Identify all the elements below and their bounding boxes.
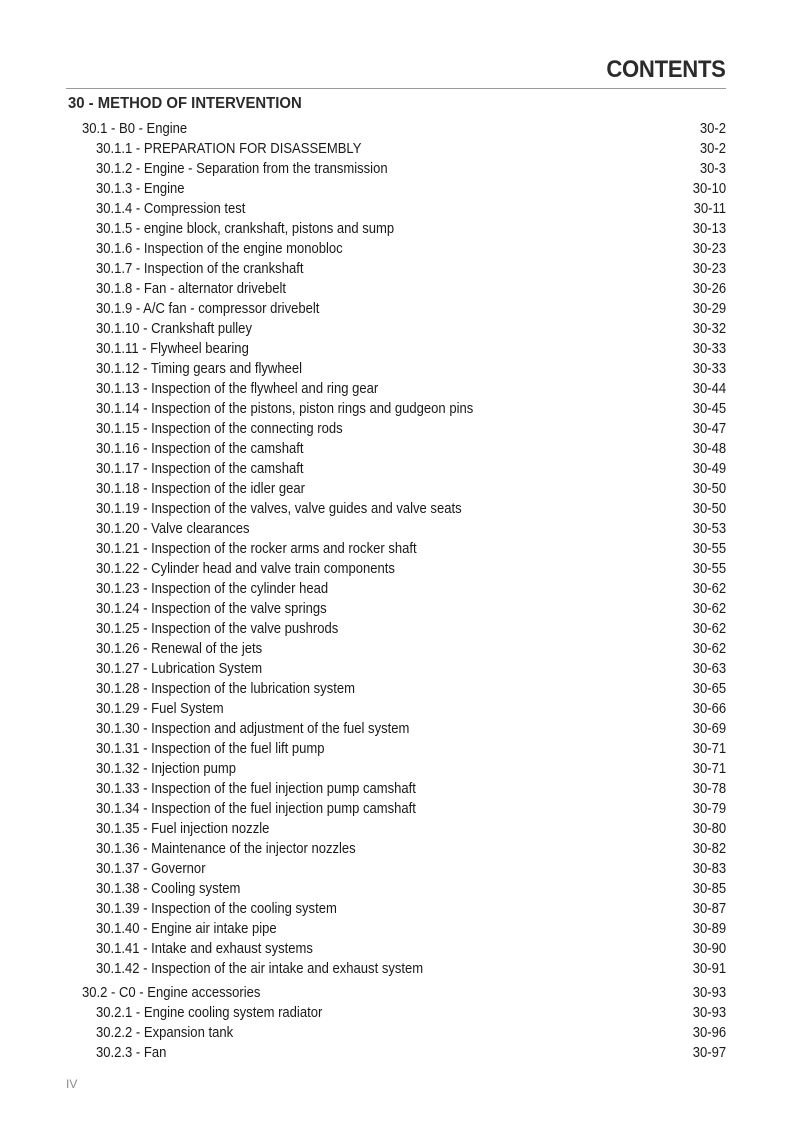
toc-entry[interactable] — [0, 719, 794, 739]
toc-entry[interactable] — [0, 699, 794, 719]
toc-entry-title: 30.1.24 - Inspection of the valve springs — [96, 601, 327, 617]
toc-entry-title: 30.1.5 - engine block, crankshaft, pistons and sump — [96, 221, 395, 237]
toc-entry-title: 30.1 - B0 - Engine — [82, 121, 188, 137]
toc-entry-page: 30-23 — [692, 261, 726, 277]
toc-entry[interactable] — [0, 759, 794, 779]
toc-entry-title: 30.1.17 - Inspection of the camshaft — [96, 461, 304, 477]
toc-entry-page: 30-71 — [692, 761, 726, 777]
toc-entry[interactable] — [0, 199, 794, 219]
toc-entry[interactable] — [0, 259, 794, 279]
toc-entry-page: 30-90 — [692, 941, 726, 957]
toc-entry-page: 30-23 — [692, 241, 726, 257]
toc-entry-title: 30.1.35 - Fuel injection nozzle — [96, 821, 270, 837]
toc-entry-title: 30.1.28 - Inspection of the lubrication system — [96, 681, 355, 697]
toc-entry[interactable] — [0, 919, 794, 939]
toc-entry[interactable] — [0, 439, 794, 459]
toc-entry[interactable] — [0, 839, 794, 859]
toc-entry[interactable] — [0, 1043, 794, 1063]
toc-entry-page: 30-93 — [692, 985, 726, 1001]
toc-entry-page: 30-44 — [692, 381, 726, 397]
toc-entry[interactable] — [0, 379, 794, 399]
toc-entry[interactable] — [0, 539, 794, 559]
toc-entry[interactable] — [0, 579, 794, 599]
toc-entry[interactable] — [0, 1003, 794, 1023]
toc-entry-title: 30.2.1 - Engine cooling system radiator — [96, 1005, 323, 1021]
toc-entry-page: 30-50 — [692, 481, 726, 497]
toc-entry[interactable] — [0, 859, 794, 879]
toc-entry-page: 30-26 — [692, 281, 726, 297]
toc-entry-page: 30-55 — [692, 561, 726, 577]
toc-entry-title: 30.1.40 - Engine air intake pipe — [96, 921, 277, 937]
toc-entry[interactable] — [0, 959, 794, 979]
toc-chapter-entry[interactable] — [0, 119, 794, 139]
toc-entry-page: 30-62 — [692, 641, 726, 657]
toc-entry-title: 30.1.33 - Inspection of the fuel injection pump camshaft — [96, 781, 416, 797]
toc-entry-title: 30.1.25 - Inspection of the valve pushrods — [96, 621, 339, 637]
toc-entry[interactable] — [0, 499, 794, 519]
toc-entry[interactable] — [0, 319, 794, 339]
toc-entry-page: 30-3 — [699, 161, 726, 177]
toc-entry-title: 30.1.13 - Inspection of the flywheel and ring gear — [96, 381, 379, 397]
toc-entry-page: 30-93 — [692, 1005, 726, 1021]
toc-entry-page: 30-62 — [692, 601, 726, 617]
toc-entry-title: 30.2.2 - Expansion tank — [96, 1025, 234, 1041]
toc-entry-page: 30-55 — [692, 541, 726, 557]
toc-entry-page: 30-65 — [692, 681, 726, 697]
toc-entry-title: 30.1.4 - Compression test — [96, 201, 246, 217]
toc-entry-page: 30-97 — [692, 1045, 726, 1061]
page-header — [66, 56, 726, 89]
toc-entry[interactable] — [0, 239, 794, 259]
toc-entry-page: 30-11 — [693, 201, 726, 217]
toc-entry[interactable] — [0, 639, 794, 659]
toc-entry[interactable] — [0, 879, 794, 899]
toc-entry-page: 30-32 — [692, 321, 726, 337]
toc-entry-page: 30-50 — [692, 501, 726, 517]
toc-entry-page: 30-33 — [692, 361, 726, 377]
toc-entry[interactable] — [0, 219, 794, 239]
toc-entry-page: 30-13 — [692, 221, 726, 237]
toc-entry-title: 30.1.7 - Inspection of the crankshaft — [96, 261, 304, 277]
toc-entry[interactable] — [0, 399, 794, 419]
toc-entry-title: 30.1.31 - Inspection of the fuel lift pump — [96, 741, 325, 757]
toc-entry[interactable] — [0, 939, 794, 959]
toc-entry-title: 30.1.10 - Crankshaft pulley — [96, 321, 252, 337]
toc-entry-title: 30.1.6 - Inspection of the engine monobloc — [96, 241, 343, 257]
toc-entry-page: 30-62 — [692, 581, 726, 597]
toc-entry-title: 30.2.3 - Fan — [96, 1045, 167, 1061]
toc-entry-page: 30-78 — [692, 781, 726, 797]
toc-entry[interactable] — [0, 179, 794, 199]
toc-entry[interactable] — [0, 519, 794, 539]
toc-entry-title: 30.1.32 - Injection pump — [96, 761, 237, 777]
toc-entry-page: 30-79 — [692, 801, 726, 817]
toc-entry-title: 30.1.14 - Inspection of the pistons, piston rings and gudgeon pins — [96, 401, 474, 417]
toc-entry-page: 30-87 — [692, 901, 726, 917]
toc-entry-page: 30-29 — [692, 301, 726, 317]
toc-entry-title: 30.1.21 - Inspection of the rocker arms and rocker shaft — [96, 541, 417, 557]
toc-entry[interactable] — [0, 659, 794, 679]
page-number: IV — [66, 1077, 78, 1091]
toc-entry[interactable] — [0, 159, 794, 179]
toc-entry-title: 30.1.26 - Renewal of the jets — [96, 641, 263, 657]
toc-entry-page: 30-69 — [692, 721, 726, 737]
toc-entry-title: 30.1.18 - Inspection of the idler gear — [96, 481, 305, 497]
toc-entry[interactable] — [0, 339, 794, 359]
toc-entry-title: 30.1.3 - Engine — [96, 181, 185, 197]
toc-entry[interactable] — [0, 419, 794, 439]
toc-entry[interactable] — [0, 619, 794, 639]
toc-entry-title: 30.1.19 - Inspection of the valves, valve guides and valve seats — [96, 501, 462, 517]
toc-entry-title: 30.1.37 - Governor — [96, 861, 206, 877]
toc-entry[interactable] — [0, 139, 794, 159]
toc-entry-title: 30.1.15 - Inspection of the connecting rods — [96, 421, 343, 437]
toc-entry[interactable] — [0, 479, 794, 499]
toc-entry-title: 30.1.36 - Maintenance of the injector nozzles — [96, 841, 356, 857]
toc-entry[interactable] — [0, 559, 794, 579]
toc-entry[interactable] — [0, 359, 794, 379]
toc-entry[interactable] — [0, 899, 794, 919]
toc-entry-page: 30-2 — [699, 121, 726, 137]
toc-entry-title: 30.1.39 - Inspection of the cooling system — [96, 901, 337, 917]
toc-entry-title: 30.1.30 - Inspection and adjustment of the fuel system — [96, 721, 410, 737]
toc-entry-page: 30-63 — [692, 661, 726, 677]
toc-entry[interactable] — [0, 819, 794, 839]
toc-entry-title: 30.1.1 - PREPARATION FOR DISASSEMBLY — [96, 141, 362, 157]
toc-entry[interactable] — [0, 459, 794, 479]
toc-entry-title: 30.1.11 - Flywheel bearing — [96, 341, 249, 357]
toc-entry-title: 30.1.41 - Intake and exhaust systems — [96, 941, 313, 957]
toc-entry-title: 30.1.22 - Cylinder head and valve train components — [96, 561, 395, 577]
toc-entry[interactable] — [0, 679, 794, 699]
toc-entry-page: 30-62 — [692, 621, 726, 637]
toc-entry-page: 30-45 — [692, 401, 726, 417]
section-heading: 30 - METHOD OF INTERVENTION — [68, 95, 302, 112]
toc-entry-title: 30.1.23 - Inspection of the cylinder head — [96, 581, 329, 597]
toc-entry-title: 30.1.9 - A/C fan - compressor drivebelt — [96, 301, 320, 317]
toc-entry-page: 30-66 — [692, 701, 726, 717]
page-title: CONTENTS — [606, 56, 726, 83]
toc-entry-page: 30-53 — [692, 521, 726, 537]
toc-entry-page: 30-85 — [692, 881, 726, 897]
toc-entry-title: 30.1.38 - Cooling system — [96, 881, 241, 897]
toc-entry-page: 30-48 — [692, 441, 726, 457]
toc-entry-page: 30-49 — [692, 461, 726, 477]
toc-entry-page: 30-71 — [692, 741, 726, 757]
toc-entry[interactable] — [0, 739, 794, 759]
toc-entry-page: 30-91 — [692, 961, 726, 977]
toc-entry[interactable] — [0, 299, 794, 319]
toc-entry[interactable] — [0, 1023, 794, 1043]
toc-entry-page: 30-47 — [692, 421, 726, 437]
toc-entry-page: 30-96 — [692, 1025, 726, 1041]
toc-chapter-entry[interactable] — [0, 983, 794, 1003]
toc-entry-title: 30.1.42 - Inspection of the air intake and exhaust system — [96, 961, 424, 977]
toc-entry-page: 30-82 — [692, 841, 726, 857]
toc-entry[interactable] — [0, 599, 794, 619]
toc-entry-page: 30-89 — [692, 921, 726, 937]
toc-entry-title: 30.1.20 - Valve clearances — [96, 521, 250, 537]
toc-entry-page: 30-10 — [692, 181, 726, 197]
toc-entry-page: 30-80 — [692, 821, 726, 837]
toc-entry-title: 30.1.16 - Inspection of the camshaft — [96, 441, 304, 457]
toc-entry-title: 30.2 - C0 - Engine accessories — [82, 985, 261, 1001]
toc-entry-title: 30.1.34 - Inspection of the fuel injection pump camshaft — [96, 801, 416, 817]
toc-entry-title: 30.1.8 - Fan - alternator drivebelt — [96, 281, 287, 297]
toc-entry-page: 30-2 — [699, 141, 726, 157]
toc-entry-title: 30.1.12 - Timing gears and flywheel — [96, 361, 303, 377]
toc-entry[interactable] — [0, 279, 794, 299]
toc-entry-title: 30.1.2 - Engine - Separation from the transmission — [96, 161, 388, 177]
toc-entry-page: 30-83 — [692, 861, 726, 877]
toc-entry-title: 30.1.27 - Lubrication System — [96, 661, 263, 677]
toc-entry[interactable] — [0, 779, 794, 799]
toc-entry[interactable] — [0, 799, 794, 819]
toc-entry-title: 30.1.29 - Fuel System — [96, 701, 224, 717]
toc-entry-page: 30-33 — [692, 341, 726, 357]
